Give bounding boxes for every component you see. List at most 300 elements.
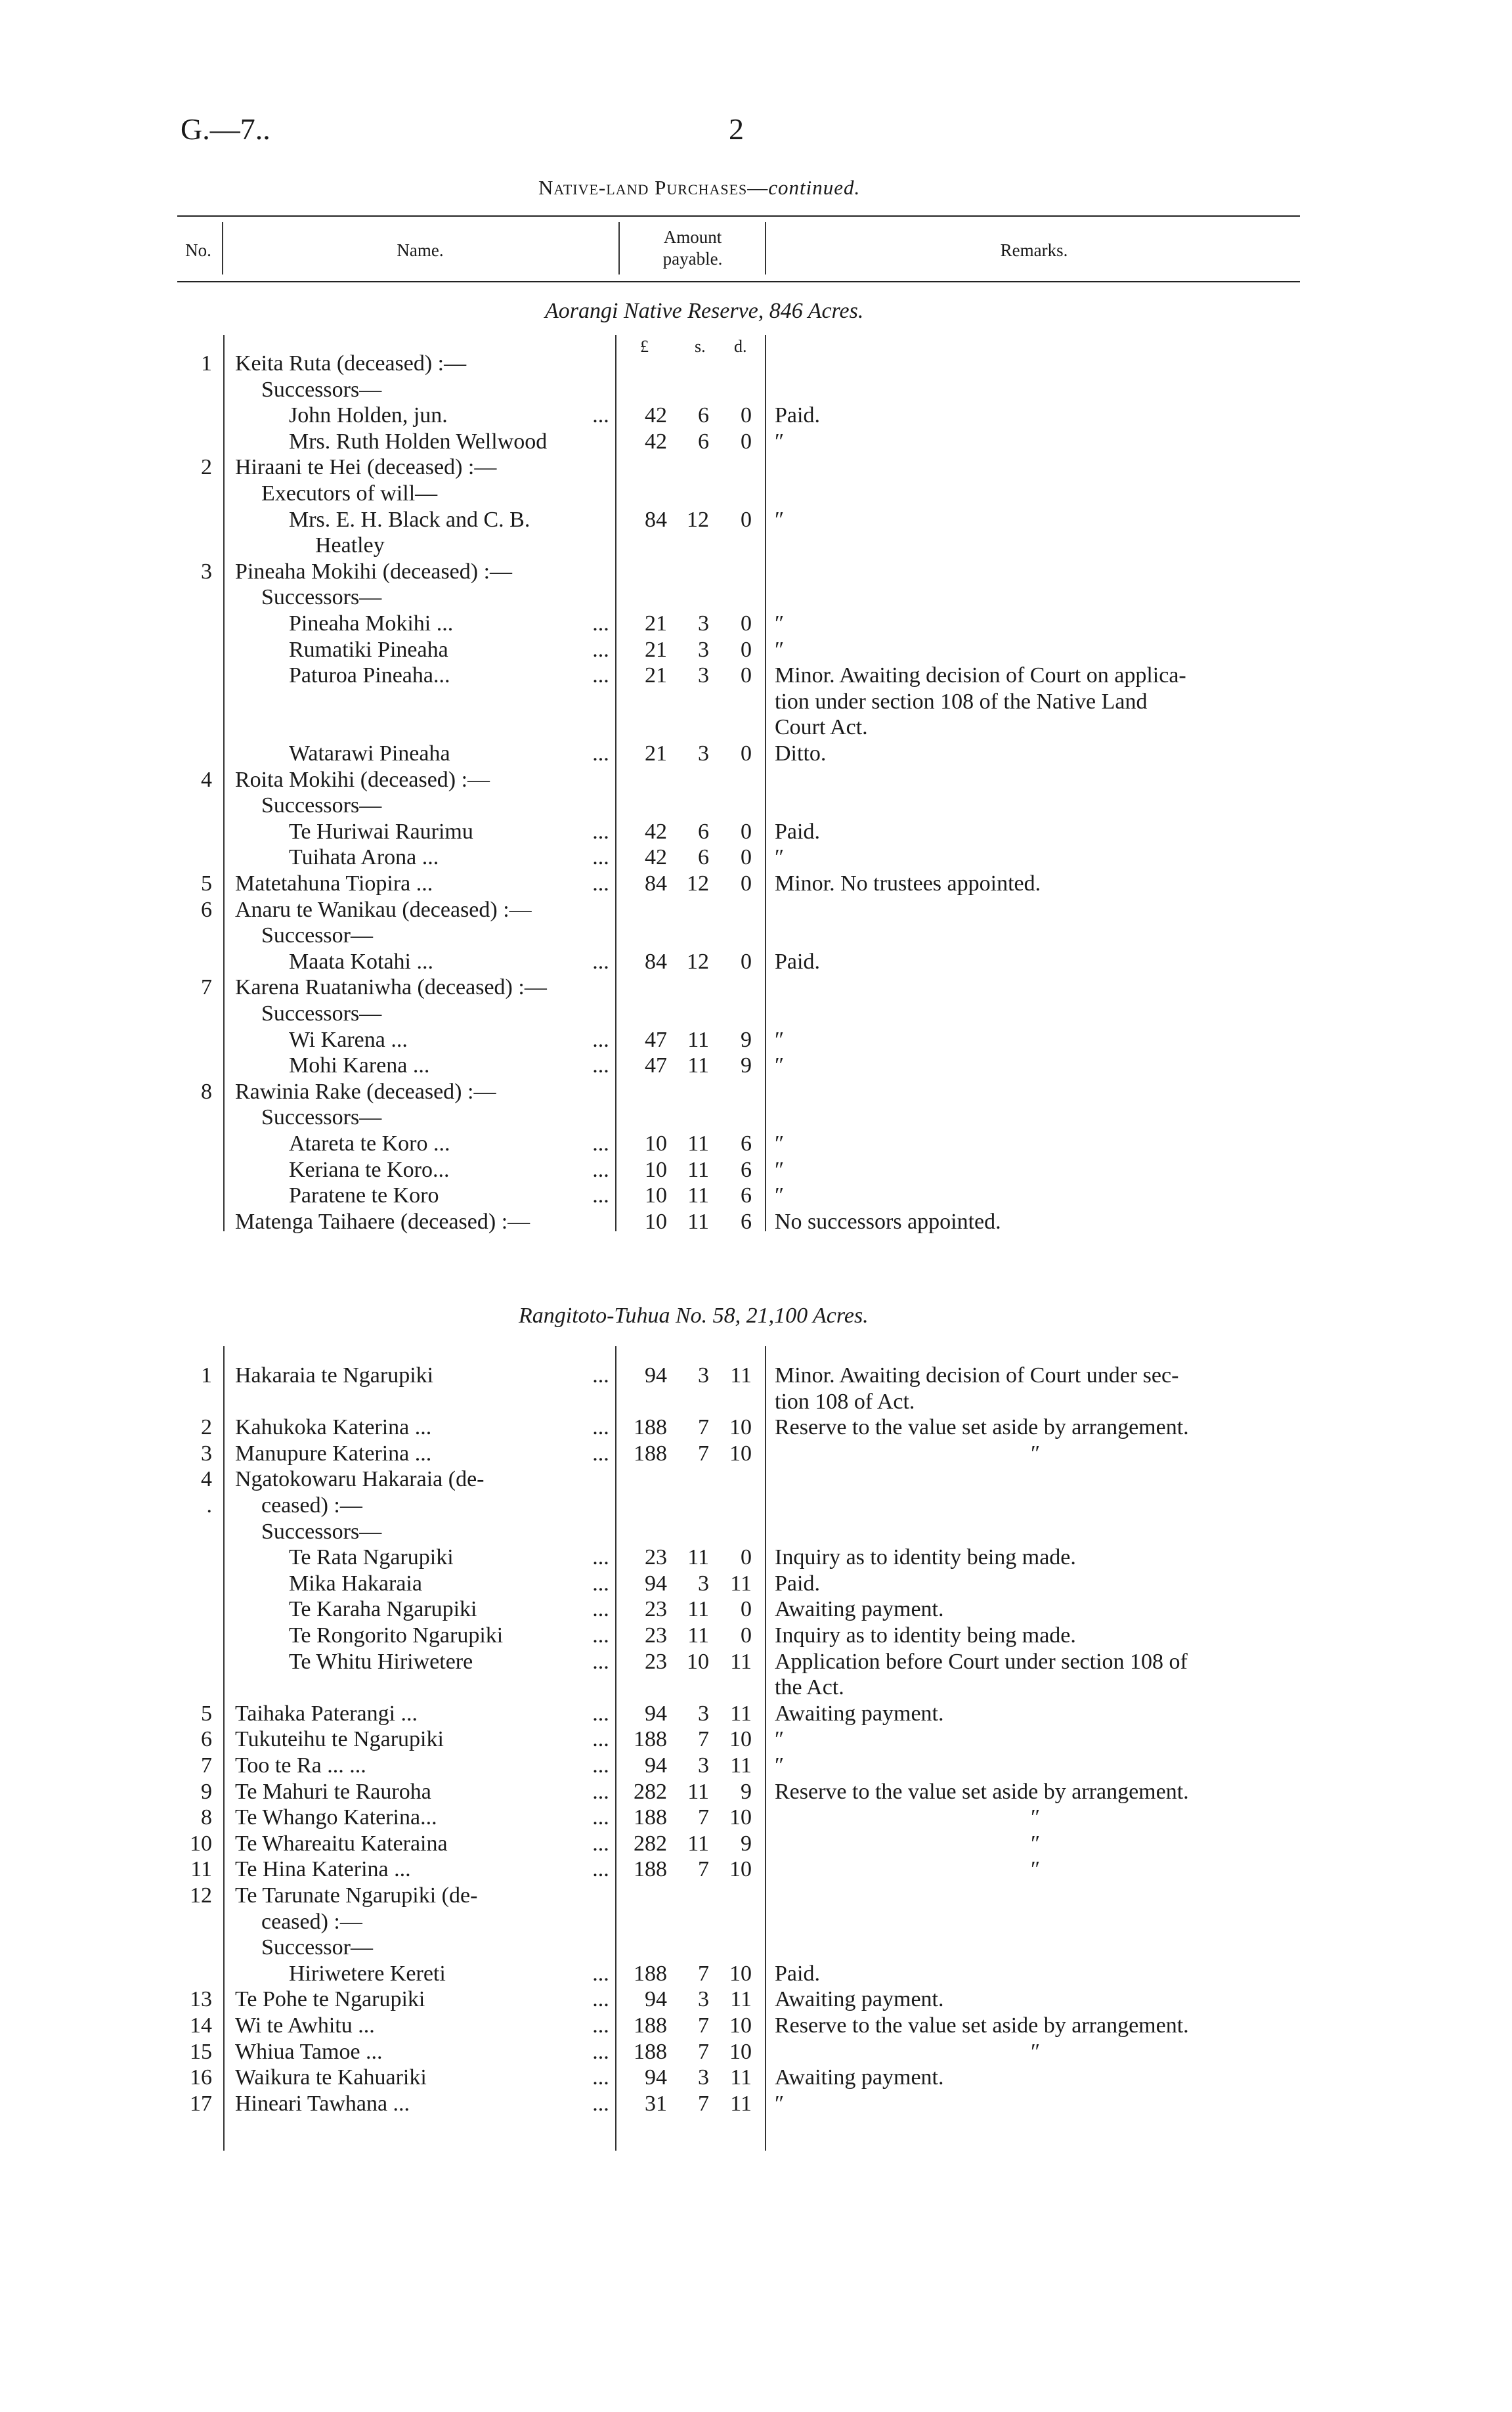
amount-pence: 9 — [741, 1831, 752, 1856]
amount-pounds: 84 — [645, 507, 667, 532]
leader-dots: ... — [592, 2039, 609, 2064]
row-name: Mrs. Ruth Holden Wellwood — [289, 429, 548, 454]
table-row — [0, 403, 1512, 429]
header-separator-2 — [618, 222, 620, 274]
table-row — [0, 1935, 1512, 1961]
amount-shillings: 7 — [698, 1961, 709, 1986]
table-row — [0, 1986, 1512, 2013]
row-number: 8 — [201, 1805, 212, 1830]
row-name: Heatley — [315, 533, 385, 558]
row-remark: ″ — [775, 637, 785, 662]
leader-dots: ... — [592, 949, 609, 974]
row-name: Atareta te Koro ... — [289, 1131, 450, 1156]
row-name: Te Rata Ngarupiki — [289, 1545, 454, 1570]
leader-dots: ... — [592, 1027, 609, 1052]
amount-pence: 0 — [741, 403, 752, 428]
table-row — [0, 1909, 1512, 1935]
table-row — [0, 741, 1512, 767]
row-number: 4 — [201, 1467, 212, 1492]
row-name: Successors— — [261, 585, 382, 610]
table-row — [0, 1753, 1512, 1779]
amount-pence: 6 — [741, 1157, 752, 1182]
amount-pence: 10 — [729, 1415, 752, 1440]
header-separator-3 — [765, 222, 766, 274]
table-row — [0, 1545, 1512, 1571]
amount-shillings: 7 — [698, 1441, 709, 1466]
row-name: Waikura te Kahuariki — [235, 2065, 427, 2090]
amount-pence: 6 — [741, 1183, 752, 1208]
amount-pence: 11 — [730, 1753, 752, 1778]
leader-dots: ... — [592, 1779, 609, 1804]
row-number: 17 — [190, 2091, 212, 2116]
amount-pence: 11 — [730, 1649, 752, 1674]
row-name: Hakaraia te Ngarupiki — [235, 1363, 434, 1388]
table-row — [0, 1105, 1512, 1131]
amount-pence: 10 — [729, 1857, 752, 1882]
amount-shillings: 3 — [698, 1701, 709, 1726]
table-row — [0, 1157, 1512, 1183]
amount-shillings: 3 — [698, 2065, 709, 2090]
amount-pence: 0 — [741, 819, 752, 844]
table-row — [0, 1883, 1512, 1909]
table-row — [0, 949, 1512, 975]
row-name: Wi te Awhitu ... — [235, 2013, 375, 2038]
amount-pence: 10 — [729, 1727, 752, 1752]
leader-dots: ... — [592, 1545, 609, 1570]
table-row — [0, 897, 1512, 923]
table-row — [0, 1596, 1512, 1623]
amount-pence: 10 — [729, 1805, 752, 1830]
leader-dots: ... — [592, 2065, 609, 2090]
row-name: Paturoa Pineaha... — [289, 663, 450, 688]
row-number: 5 — [201, 871, 212, 896]
leader-dots: ... — [592, 403, 609, 428]
table-row — [0, 663, 1512, 689]
amount-pounds: 21 — [645, 611, 667, 636]
amount-shillings: 6 — [698, 403, 709, 428]
row-name: Paratene te Koro — [289, 1183, 439, 1208]
amount-pounds: 21 — [645, 741, 667, 766]
amount-pounds: 84 — [645, 949, 667, 974]
amount-pence: 0 — [741, 507, 752, 532]
page-title — [538, 176, 860, 200]
row-remark: ″ — [775, 1131, 785, 1156]
row-name: Manupure Katerina ... — [235, 1441, 432, 1466]
row-name: Successors— — [261, 1519, 382, 1544]
row-remark: Paid. — [775, 949, 820, 974]
amount-pounds: 10 — [645, 1183, 667, 1208]
row-remark: ″ — [775, 1727, 785, 1752]
row-remark: Awaiting payment. — [775, 1701, 944, 1726]
table-row — [0, 819, 1512, 845]
amount-pounds: 10 — [645, 1157, 667, 1182]
row-name: ceased) :— — [261, 1909, 362, 1934]
table-row — [0, 714, 1512, 741]
row-name: Hineari Tawhana ... — [235, 2091, 410, 2116]
row-number: 10 — [190, 1831, 212, 1856]
table-row — [0, 1493, 1512, 1519]
row-remark: Court Act. — [775, 715, 868, 740]
row-name: Whiua Tamoe ... — [235, 2039, 383, 2064]
table-row — [0, 429, 1512, 455]
table-row — [0, 533, 1512, 559]
amount-shillings: 11 — [687, 1157, 709, 1182]
row-remark-ditto: ″ — [1031, 1857, 1041, 1882]
table-row — [0, 454, 1512, 481]
amount-pence: 11 — [730, 2091, 752, 2116]
amount-pence: 0 — [741, 871, 752, 896]
row-name: Successor— — [261, 1935, 373, 1960]
row-number: 6 — [201, 1727, 212, 1752]
row-number: 3 — [201, 559, 212, 584]
row-remark: tion 108 of Act. — [775, 1389, 915, 1414]
row-name: John Holden, jun. — [289, 403, 448, 428]
row-number: 1 — [201, 1363, 212, 1388]
row-name: Matenga Taihaere (deceased) :— — [235, 1209, 530, 1234]
amount-pounds: 84 — [645, 871, 667, 896]
amount-pence: 10 — [729, 1441, 752, 1466]
row-number: 15 — [190, 2039, 212, 2064]
page-number: 2 — [729, 112, 744, 146]
row-name: Wi Karena ... — [289, 1027, 408, 1052]
row-remark: ″ — [775, 1183, 785, 1208]
leader-dots: ... — [592, 1363, 609, 1388]
amount-pence: 11 — [730, 1701, 752, 1726]
row-name: Keriana te Koro... — [289, 1157, 450, 1182]
leader-dots: ... — [592, 1571, 609, 1596]
row-number: 9 — [201, 1779, 212, 1804]
table-row — [0, 1779, 1512, 1805]
row-name: Te Hina Katerina ... — [235, 1857, 411, 1882]
row-name: Watarawi Pineaha — [289, 741, 450, 766]
row-remark: ″ — [775, 611, 785, 636]
amount-shillings: 7 — [698, 2013, 709, 2038]
table-row — [0, 507, 1512, 533]
row-name: ceased) :— — [261, 1493, 362, 1518]
row-remark-ditto: ″ — [1031, 1831, 1041, 1856]
table-row — [0, 975, 1512, 1001]
row-remark: Paid. — [775, 403, 820, 428]
amount-shillings: 3 — [698, 1753, 709, 1778]
amount-pounds: 47 — [645, 1053, 667, 1078]
header-separator-1 — [222, 222, 223, 274]
row-remark: ″ — [775, 1053, 785, 1078]
leader-dots: ... — [592, 1441, 609, 1466]
table-row — [0, 611, 1512, 637]
amount-pounds: 23 — [645, 1545, 667, 1570]
amount-pence: 9 — [741, 1779, 752, 1804]
amount-shillings: 11 — [687, 1183, 709, 1208]
amount-pounds: 47 — [645, 1027, 667, 1052]
amount-shillings: 3 — [698, 1571, 709, 1596]
amount-pounds: 23 — [645, 1649, 667, 1674]
table-row — [0, 871, 1512, 897]
amount-shillings: 11 — [687, 1209, 709, 1234]
row-name: Tukuteihu te Ngarupiki — [235, 1727, 444, 1752]
row-remark: ″ — [775, 1157, 785, 1182]
row-remark: Reserve to the value set aside by arrangement. — [775, 1415, 1189, 1440]
amount-shillings: 6 — [698, 819, 709, 844]
row-remark: Minor. Awaiting decision of Court under sec- — [775, 1363, 1179, 1388]
amount-pence: 0 — [741, 845, 752, 870]
row-remark: Reserve to the value set aside by arrangement. — [775, 1779, 1189, 1804]
row-name: Rumatiki Pineaha — [289, 637, 448, 662]
amount-shillings: 12 — [687, 871, 709, 896]
row-remark: Minor. No trustees appointed. — [775, 871, 1041, 896]
amount-shillings: 11 — [687, 1779, 709, 1804]
row-remark: No successors appointed. — [775, 1209, 1001, 1234]
amount-shillings: 3 — [698, 637, 709, 662]
row-number: 6 — [201, 897, 212, 922]
row-name: Maata Kotahi ... — [289, 949, 433, 974]
amount-shillings: 7 — [698, 2039, 709, 2064]
amount-pence: 0 — [741, 1623, 752, 1648]
row-name: Te Whareaitu Kateraina — [235, 1831, 448, 1856]
table-row — [0, 767, 1512, 793]
amount-shillings: 10 — [687, 1649, 709, 1674]
row-name: Te Tarunate Ngarupiki (de- — [235, 1883, 478, 1908]
row-remark: Inquiry as to identity being made. — [775, 1623, 1076, 1648]
leader-dots: ... — [592, 663, 609, 688]
row-number: 16 — [190, 2065, 212, 2090]
table-row — [0, 1961, 1512, 1987]
table-row — [0, 2091, 1512, 2117]
amount-shillings: 11 — [687, 1053, 709, 1078]
shillings-header: s. — [695, 337, 706, 356]
row-number: 8 — [201, 1079, 212, 1104]
leader-dots: ... — [592, 1987, 609, 2012]
amount-shillings: 3 — [698, 663, 709, 688]
table-row — [0, 1571, 1512, 1597]
row-remark: the Act. — [775, 1675, 844, 1700]
table-row — [0, 1441, 1512, 1467]
row-name: Te Mahuri te Rauroha — [235, 1779, 431, 1804]
row-name: Mrs. E. H. Black and C. B. — [289, 507, 530, 532]
section-title-aorangi: Aorangi Native Reserve, 846 Acres. — [545, 299, 864, 323]
pounds-header: £ — [640, 337, 649, 356]
table-row — [0, 1414, 1512, 1441]
amount-pounds: 94 — [645, 1987, 667, 2012]
column-header-remarks: Remarks. — [1000, 240, 1068, 260]
title-continued: continued. — [768, 176, 861, 199]
amount-shillings: 12 — [687, 949, 709, 974]
row-name: Successors— — [261, 1105, 382, 1130]
leader-dots: ... — [592, 2091, 609, 2116]
row-name: Keita Ruta (deceased) :— — [235, 351, 467, 376]
row-number: 2 — [201, 455, 212, 480]
row-remark: tion under section 108 of the Native Land — [775, 689, 1148, 714]
amount-pounds: 188 — [634, 2039, 667, 2064]
table-row — [0, 1805, 1512, 1831]
table-row — [0, 793, 1512, 819]
row-name: Rawinia Rake (deceased) :— — [235, 1079, 496, 1104]
amount-shillings: 3 — [698, 611, 709, 636]
row-name: Te Huriwai Raurimu — [289, 819, 473, 844]
row-name: Te Rongorito Ngarupiki — [289, 1623, 504, 1648]
amount-pence: 0 — [741, 637, 752, 662]
table-row — [0, 1649, 1512, 1675]
leader-dots: ... — [592, 1649, 609, 1674]
leader-dots: ... — [592, 1131, 609, 1156]
row-name: Taihaka Paterangi ... — [235, 1701, 418, 1726]
amount-pounds: 21 — [645, 663, 667, 688]
amount-pence: 9 — [741, 1027, 752, 1052]
leader-dots: ... — [592, 611, 609, 636]
amount-pence: 6 — [741, 1209, 752, 1234]
amount-header-line2: payable. — [662, 249, 723, 269]
amount-pounds: 94 — [645, 1753, 667, 1778]
amount-pounds: 10 — [645, 1131, 667, 1156]
row-name: Hiriwetere Kereti — [289, 1961, 446, 1986]
row-remark: Paid. — [775, 1961, 820, 1986]
amount-pence: 10 — [729, 1961, 752, 1986]
table-row — [0, 2013, 1512, 2039]
amount-shillings: 11 — [687, 1597, 709, 1622]
amount-shillings: 6 — [698, 845, 709, 870]
table-row — [0, 1623, 1512, 1649]
table-row — [0, 351, 1512, 377]
row-remark: Inquiry as to identity being made. — [775, 1545, 1076, 1570]
row-name: Matetahuna Tiopira ... — [235, 871, 433, 896]
leader-dots: ... — [592, 1597, 609, 1622]
row-remark: Ditto. — [775, 741, 827, 766]
row-name: Te Whitu Hiriwetere — [289, 1649, 473, 1674]
row-remark: Awaiting payment. — [775, 1987, 944, 2012]
leader-dots: ... — [592, 819, 609, 844]
amount-pounds: 94 — [645, 1571, 667, 1596]
amount-shillings: 7 — [698, 1857, 709, 1882]
table-row — [0, 481, 1512, 507]
leader-dots: ... — [592, 1805, 609, 1830]
row-name: Successors— — [261, 1001, 382, 1026]
leader-dots: ... — [592, 1157, 609, 1182]
row-name: Successor— — [261, 923, 373, 948]
leader-dots: ... — [592, 1415, 609, 1440]
leader-dots: ... — [592, 1053, 609, 1078]
row-remark: ″ — [775, 507, 785, 532]
column-header-name: Name. — [397, 240, 444, 260]
row-number: 7 — [201, 1753, 212, 1778]
row-remark-ditto: ″ — [1031, 1805, 1041, 1830]
amount-pounds: 188 — [634, 1961, 667, 1986]
table-row — [0, 844, 1512, 871]
amount-pence: 10 — [729, 2039, 752, 2064]
row-name: Te Karaha Ngarupiki — [289, 1597, 477, 1622]
amount-pence: 0 — [741, 611, 752, 636]
amount-pence: 0 — [741, 949, 752, 974]
column-header-no: No. — [185, 240, 211, 260]
row-remark: ″ — [775, 1027, 785, 1052]
table-row — [0, 584, 1512, 611]
amount-pounds: 23 — [645, 1597, 667, 1622]
table-row — [0, 1131, 1512, 1157]
row-name: Too te Ra ... ... — [235, 1753, 366, 1778]
row-remark: ″ — [775, 845, 785, 870]
row-name: Kahukoka Katerina ... — [235, 1415, 432, 1440]
table-row — [0, 1726, 1512, 1753]
leader-dots: ... — [592, 1857, 609, 1882]
leader-dots: ... — [592, 1831, 609, 1856]
amount-shillings: 12 — [687, 507, 709, 532]
table-row — [0, 559, 1512, 585]
table-row — [0, 2065, 1512, 2091]
amount-shillings: 7 — [698, 1727, 709, 1752]
table-row — [0, 1053, 1512, 1079]
row-name: Te Pohe te Ngarupiki — [235, 1987, 425, 2012]
row-name: Mohi Karena ... — [289, 1053, 430, 1078]
amount-pounds: 188 — [634, 1415, 667, 1440]
amount-pounds: 23 — [645, 1623, 667, 1648]
amount-pence: 0 — [741, 741, 752, 766]
row-name: Te Whango Katerina... — [235, 1805, 437, 1830]
row-number: 7 — [201, 975, 212, 1000]
amount-shillings: 11 — [687, 1545, 709, 1570]
row-number: 13 — [190, 1987, 212, 2012]
amount-pence: 0 — [741, 1597, 752, 1622]
amount-pounds: 188 — [634, 1727, 667, 1752]
amount-pence: 0 — [741, 663, 752, 688]
title-text: Native-land Purchases— — [538, 176, 769, 199]
amount-pounds: 42 — [645, 845, 667, 870]
leader-dots: ... — [592, 1961, 609, 1986]
table-row — [0, 923, 1512, 949]
leader-dots: ... — [592, 741, 609, 766]
amount-shillings: 11 — [687, 1623, 709, 1648]
row-name: Hiraani te Hei (deceased) :— — [235, 455, 497, 480]
amount-pence: 9 — [741, 1053, 752, 1078]
row-name: Ngatokowaru Hakaraia (de- — [235, 1467, 485, 1492]
row-number: 1 — [201, 351, 212, 376]
amount-pounds: 42 — [645, 819, 667, 844]
amount-pence: 0 — [741, 1545, 752, 1570]
amount-pence: 6 — [741, 1131, 752, 1156]
table-row — [0, 689, 1512, 715]
table-row — [0, 1363, 1512, 1389]
amount-shillings: 11 — [687, 1831, 709, 1856]
header-bottom-rule — [177, 281, 1300, 282]
amount-pounds: 21 — [645, 637, 667, 662]
amount-pounds: 188 — [634, 2013, 667, 2038]
amount-pounds: 42 — [645, 403, 667, 428]
table-row — [0, 1027, 1512, 1053]
row-remark: ″ — [775, 1753, 785, 1778]
section-title-rangitoto: Rangitoto-Tuhua No. 58, 21,100 Acres. — [519, 1304, 869, 1328]
table-row — [0, 1701, 1512, 1727]
row-remark: ″ — [775, 429, 785, 454]
row-name: Anaru te Wanikau (deceased) :— — [235, 897, 532, 922]
row-number: 5 — [201, 1701, 212, 1726]
row-remark: Paid. — [775, 819, 820, 844]
row-number: 3 — [201, 1441, 212, 1466]
amount-shillings: 7 — [698, 1415, 709, 1440]
amount-pounds: 31 — [645, 2091, 667, 2116]
table-row — [0, 1519, 1512, 1545]
amount-shillings: 3 — [698, 741, 709, 766]
amount-pence: 11 — [730, 1987, 752, 2012]
amount-shillings: 6 — [698, 429, 709, 454]
row-name: Successors— — [261, 377, 382, 402]
row-remark-ditto: ″ — [1031, 1441, 1041, 1466]
row-number: . — [206, 1493, 212, 1518]
row-number: 4 — [201, 767, 212, 792]
amount-pounds: 188 — [634, 1857, 667, 1882]
amount-pence: 0 — [741, 429, 752, 454]
leader-dots: ... — [592, 1753, 609, 1778]
header-top-rule — [177, 215, 1300, 217]
amount-pounds: 282 — [634, 1831, 667, 1856]
amount-pence: 10 — [729, 2013, 752, 2038]
leader-dots: ... — [592, 2013, 609, 2038]
